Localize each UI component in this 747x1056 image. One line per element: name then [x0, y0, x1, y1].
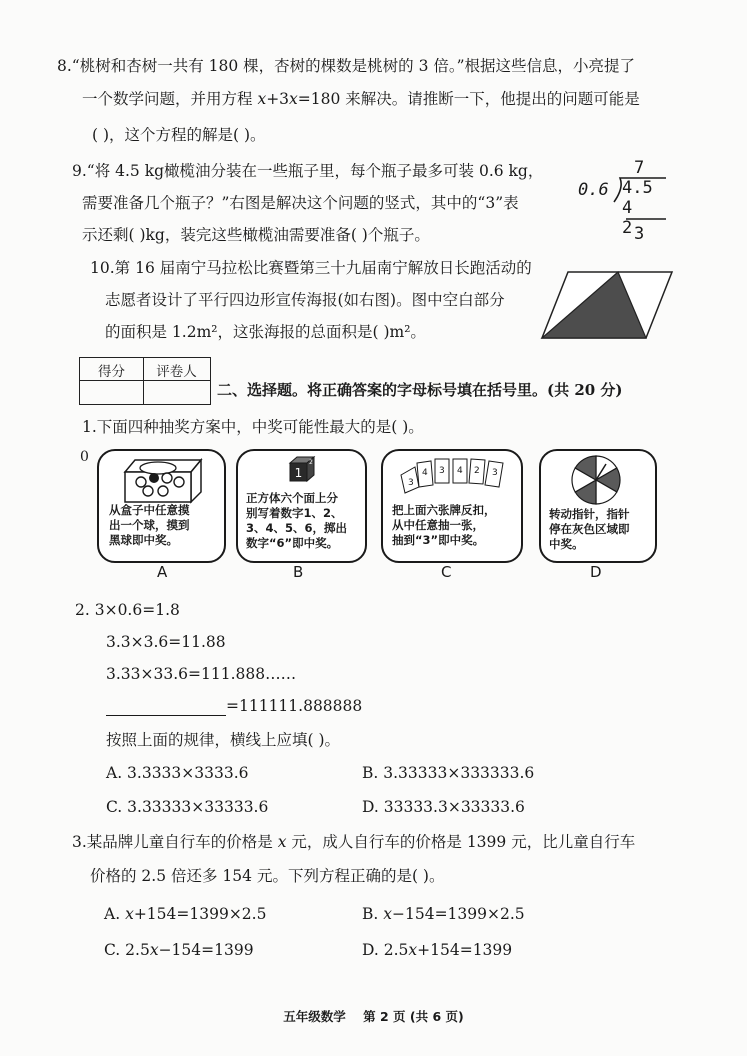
svg-text:3: 3	[439, 466, 445, 476]
mc2-choice-d: D. 33333.3×33333.6	[362, 798, 525, 816]
mc3-choice-b: B. x−154=1399×2.5	[362, 905, 525, 923]
division-divisor: 0.6	[578, 180, 609, 200]
svg-text:2: 2	[474, 466, 480, 476]
q8-line3-blanks: ( )，这个方程的解是( )。	[92, 126, 266, 144]
q9-line3-blanks: 示还剩( )kg，装完这些橄榄油需要准备( )个瓶子。	[82, 226, 430, 244]
q9-line2: 需要准备几个瓶子？”右图是解决这个问题的竖式，其中的“3”表	[82, 194, 519, 212]
mc3-choice-d: D. 2.5x+154=1399	[362, 941, 513, 959]
option-b-letter: B	[293, 563, 304, 581]
option-a-card	[97, 449, 226, 563]
mc3-choice-a: A. x+154=1399×2.5	[104, 905, 267, 923]
mc2-answer-line	[106, 715, 226, 716]
option-d-caption: 转动指针，指针 停在灰色区域即 中奖。	[549, 507, 630, 551]
q8-line2: 一个数学问题，并用方程 x+3x=180 来解决。请推断一下，他提出的问题可能是	[82, 90, 640, 108]
option-a-letter: A	[157, 563, 168, 581]
mc3-line2: 价格的 2.5 倍还多 154 元。下列方程正确的是( )。	[90, 867, 445, 885]
grader-label: 评卷人	[156, 364, 197, 380]
svg-text:3: 3	[408, 478, 414, 488]
svg-text:3: 3	[492, 468, 498, 478]
mc2-question: 按照上面的规律，横线上应填( )。	[106, 731, 341, 749]
svg-text:1: 1	[294, 466, 303, 480]
svg-text:4: 4	[457, 466, 463, 476]
division-remainder: 3	[634, 224, 645, 244]
mc2-row1: 2. 3×0.6=1.8	[75, 601, 180, 619]
number-cube-icon	[287, 454, 317, 484]
mc2-row3: 3.33×33.6=111.888……	[106, 665, 297, 683]
mc1-stem: 1.下面四种抽奖方案中，中奖可能性最大的是( )。	[82, 418, 424, 436]
spinner-wheel-icon	[570, 454, 622, 506]
option-d-card	[539, 449, 657, 563]
mc2-choice-c: C. 3.33333×33333.6	[106, 798, 269, 816]
svg-text:2: 2	[309, 459, 313, 466]
mc3-choice-c: C. 2.5x−154=1399	[104, 941, 254, 959]
option-c-caption: 把上面六张牌反扣， 从中任意抽一张， 抽到“3”即中奖。	[392, 503, 496, 547]
mc2-choice-a: A. 3.3333×3333.6	[106, 764, 249, 782]
q10-line1: 10.第 16 届南宁马拉松比赛暨第三十九届南宁解放日长跑活动的	[90, 259, 532, 277]
score-table	[79, 357, 211, 405]
option-d-letter: D	[590, 563, 602, 581]
score-label: 得分	[98, 364, 125, 380]
division-product: 4 2	[622, 198, 633, 238]
mc2-blank-equation: =111111.888888	[226, 697, 363, 715]
svg-text:4: 4	[422, 468, 428, 478]
parallelogram-poster-figure	[540, 268, 675, 343]
q10-line2: 志愿者设计了平行四边形宣传海报(如右图)。图中空白部分	[105, 291, 505, 309]
option-b-card	[236, 449, 367, 563]
option-b-caption: 正方体六个面上分 别写着数字1、2、 3、4、5、6，掷出 数字“6”即中奖。	[246, 491, 348, 550]
division-quotient: 7	[634, 158, 645, 178]
page-footer: 五年级数学 第 2 页 (共 6 页)	[283, 1009, 464, 1024]
option-c-card	[381, 449, 523, 563]
playing-cards-icon	[397, 457, 509, 495]
option-a-caption: 从盒子中任意摸 出一个球，摸到 黑球即中奖。	[109, 503, 190, 547]
q10-line3-blanks: 的面积是 1.2m²，这张海报的总面积是( )m²。	[105, 323, 426, 341]
q8-line1: 8.“桃树和杏树一共有 180 棵，杏树的棵数是桃树的 3 倍。”根据这些信息，小亮提了	[57, 57, 636, 75]
mc2-row2: 3.3×3.6=11.88	[106, 633, 226, 651]
section2-title: 二、选择题。将正确答案的字母标号填在括号里。(共 20 分)	[217, 381, 623, 399]
ball-box-icon	[121, 456, 203, 504]
option-c-letter: C	[441, 563, 452, 581]
mc3-line1: 3.某品牌儿童自行车的价格是 x 元，成人自行车的价格是 1399 元，比儿童自行车	[72, 833, 636, 851]
q9-line1: 9.“将 4.5 kg橄榄油分装在一些瓶子里，每个瓶子最多可装 0.6 kg，	[72, 162, 544, 180]
division-dividend: 4.5	[622, 178, 653, 198]
mc2-choice-b: B. 3.33333×333333.6	[362, 764, 535, 782]
mc1-mark: 0	[80, 449, 89, 465]
